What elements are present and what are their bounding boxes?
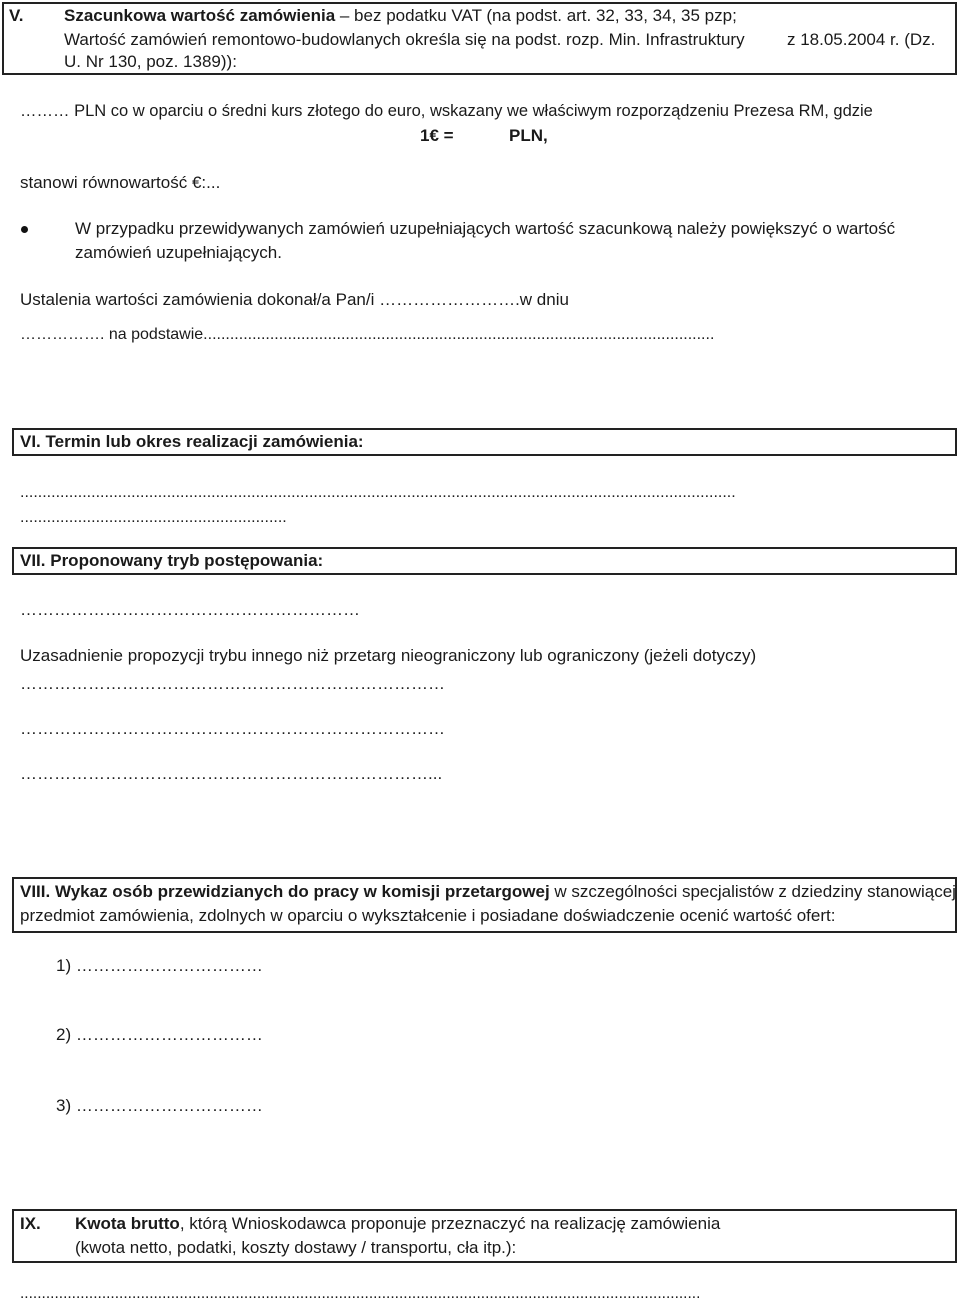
bullet-icon: [21, 226, 28, 233]
committee-item-3: 3) ……………………………: [56, 1096, 263, 1115]
section-ix-dots: ..............................................................................................................................................................: [20, 1285, 701, 1302]
rate-left: 1€ =: [420, 126, 454, 145]
section-vii-title: VII. Proponowany tryb postępowania:: [20, 551, 324, 570]
section-vi-dots2: ............................................................: [20, 509, 287, 526]
committee-item-2: 2) ……………………………: [56, 1025, 263, 1044]
section-v-line2-right: z 18.05.2004 r. (Dz.: [787, 30, 936, 49]
section-v-number: V.: [9, 6, 24, 25]
section-viii-title-rest: w szczególności specjalistów z dziedziny stanowiącej: [549, 882, 956, 901]
section-ix-number: IX.: [20, 1214, 41, 1233]
section-viii-title: Wykaz osób przewidzianych do pracy w komisji przetargowej: [54, 882, 550, 901]
section-v-line2-left: Wartość zamówień remontowo-budowlanych określa się na podst. rozp. Min. Infrastruktury: [64, 30, 745, 49]
established-line2: ……………. na podstawie...................................................................................................................: [20, 326, 715, 343]
section-vi-dots1: .................................................................................................................................................................: [20, 484, 736, 501]
section-vii-line2: …………………………………………………………………: [20, 719, 445, 738]
section-ix-title: Kwota brutto: [75, 1214, 180, 1233]
section-v-line1: [64, 6, 737, 26]
section-viii-line2: przedmiot zamówienia, zdolnych w oparciu o wykształcenie i posiadane doświadczenie ocenić wartość ofert:: [20, 906, 836, 925]
section-v-title-rest: – bez podatku VAT (na podst. art. 32, 33, 34, 35 pzp;: [335, 6, 737, 25]
section-ix-title-rest: , którą Wnioskodawca proponuje przeznaczyć na realizację zamówienia: [179, 1214, 721, 1233]
section-ix-line2: (kwota netto, podatki, koszty dostawy / transportu, cła itp.):: [75, 1238, 517, 1257]
bullet-text-line2: zamówień uzupełniających.: [75, 243, 282, 262]
section-v-line3: U. Nr 130, poz. 1389)):: [64, 52, 237, 71]
section-vii-dots: ……………………………………………………: [20, 600, 360, 619]
pln-line: ……… PLN co w oparciu o średni kurs złotego do euro, wskazany we właściwym rozporządzeniu Prezesa RM, gdzie: [20, 102, 873, 120]
section-viii-line1: [20, 882, 956, 902]
equivalent-line: stanowi równowartość €:...: [20, 173, 221, 192]
rate-right: PLN,: [509, 126, 548, 145]
section-viii-number: VIII.: [20, 882, 51, 901]
section-vi-title: VI. Termin lub okres realizacji zamówienia:: [20, 432, 364, 451]
bullet-text-line1: W przypadku przewidywanych zamówień uzupełniających wartość szacunkową należy powiększyć o wartość: [75, 219, 896, 238]
section-vii-line1: …………………………………………………………………: [20, 674, 445, 693]
section-v-title: Szacunkowa wartość zamówienia: [64, 6, 336, 25]
established-line1: Ustalenia wartości zamówienia dokonał/a Pan/i …………………….w dniu: [20, 290, 569, 309]
section-ix-line1: [75, 1214, 720, 1234]
section-vii-justification: Uzasadnienie propozycji trybu innego niż przetarg nieograniczony lub ograniczony (jeżeli dotyczy): [20, 646, 757, 665]
committee-item-1: 1) ……………………………: [56, 956, 263, 975]
section-vii-line3: ………………………………………………………………...: [20, 764, 443, 783]
